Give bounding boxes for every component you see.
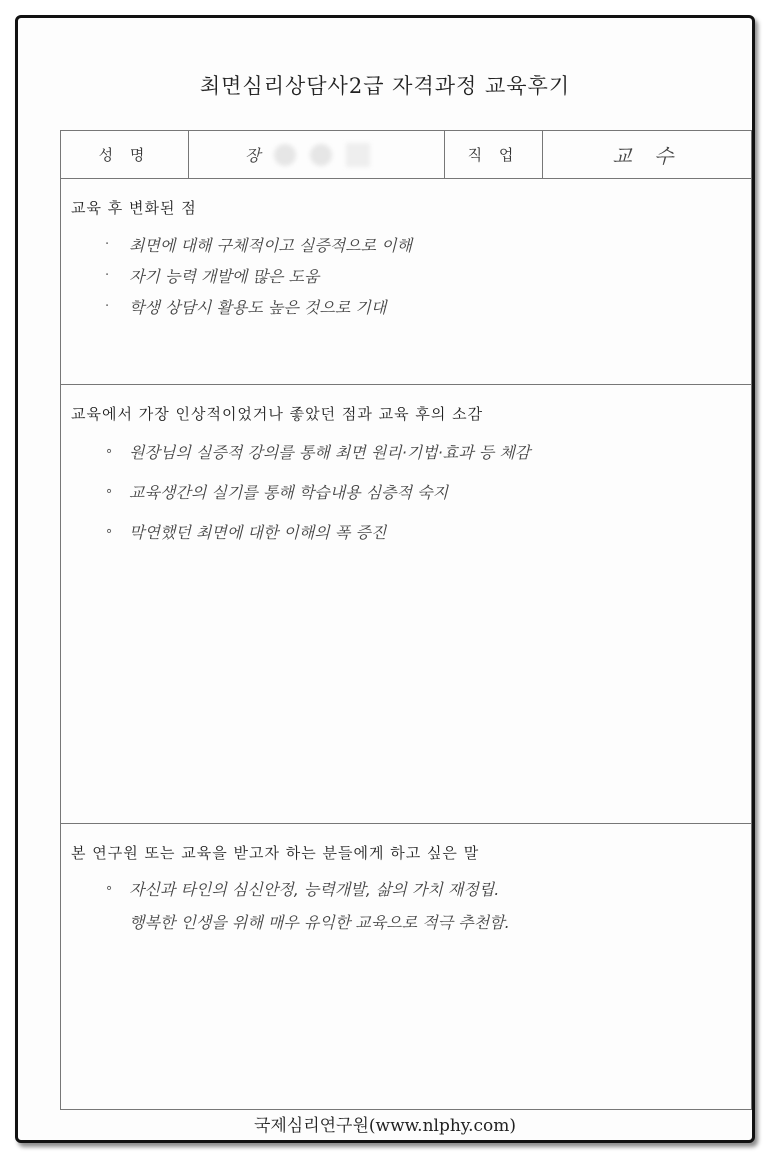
item-list (105, 229, 412, 322)
section-heading: 교육 후 변화된 점 (71, 199, 197, 217)
review-form (60, 130, 752, 1110)
list-item: · 학생 상담시 활용도 높은 것으로 기대 (105, 291, 412, 322)
item-text: 교육생간의 실기를 통해 학습내용 심층적 숙지 (129, 482, 449, 502)
name-label: 성 명 (61, 131, 189, 178)
section-impressions (61, 385, 751, 824)
redaction-mark (346, 143, 370, 167)
item-list (105, 870, 510, 936)
item-text: 원장님의 실증적 강의를 통해 최면 원리·기법·효과 등 체감 (129, 442, 531, 462)
section-heading: 본 연구원 또는 교육을 받고자 하는 분들에게 하고 싶은 말 (71, 844, 480, 862)
item-list (105, 431, 530, 551)
list-item: · 자기 능력 개발에 많은 도움 (105, 260, 412, 291)
document-frame (15, 15, 755, 1143)
redaction-mark (310, 144, 332, 166)
list-item: ∘ 자신과 타인의 심신안정, 능력개발, 삶의 가치 재정립. (105, 870, 510, 906)
list-item: ∘ 교육생간의 실기를 통해 학습내용 심층적 숙지 (105, 471, 530, 511)
item-text: 자기 능력 개발에 많은 도움 (129, 267, 320, 286)
section-message (61, 824, 751, 1109)
job-label: 직 업 (445, 131, 543, 178)
job-value: 교 수 (612, 144, 682, 168)
name-value: 장 (245, 146, 261, 165)
section-changes (61, 179, 751, 385)
section-heading: 교육에서 가장 인상적이었거나 좋았던 점과 교육 후의 소감 (71, 405, 484, 423)
item-text: 막연했던 최면에 대한 이해의 폭 증진 (129, 522, 387, 542)
item-text: 행복한 인생을 위해 매우 유익한 교육으로 적극 추천함. (129, 912, 510, 932)
redaction-mark (274, 144, 296, 166)
document-title: 최면심리상담사2급 자격과정 교육후기 (199, 74, 571, 98)
list-item: ∘ 막연했던 최면에 대한 이해의 폭 증진 (105, 511, 530, 551)
item-text: 최면에 대해 구체적이고 실증적으로 이해 (129, 236, 413, 255)
info-row (61, 131, 751, 179)
list-item: ∘ 원장님의 실증적 강의를 통해 최면 원리·기법·효과 등 체감 (105, 431, 530, 471)
list-item (105, 906, 510, 936)
item-text: 자신과 타인의 심신안정, 능력개발, 삶의 가치 재정립. (129, 879, 500, 899)
footer-org: 국제심리연구원(www.nlphy.com) (253, 1116, 517, 1136)
list-item: · 최면에 대해 구체적이고 실증적으로 이해 (105, 229, 412, 260)
name-value-cell (189, 131, 445, 178)
item-text: 학생 상담시 활용도 높은 것으로 기대 (129, 298, 387, 317)
